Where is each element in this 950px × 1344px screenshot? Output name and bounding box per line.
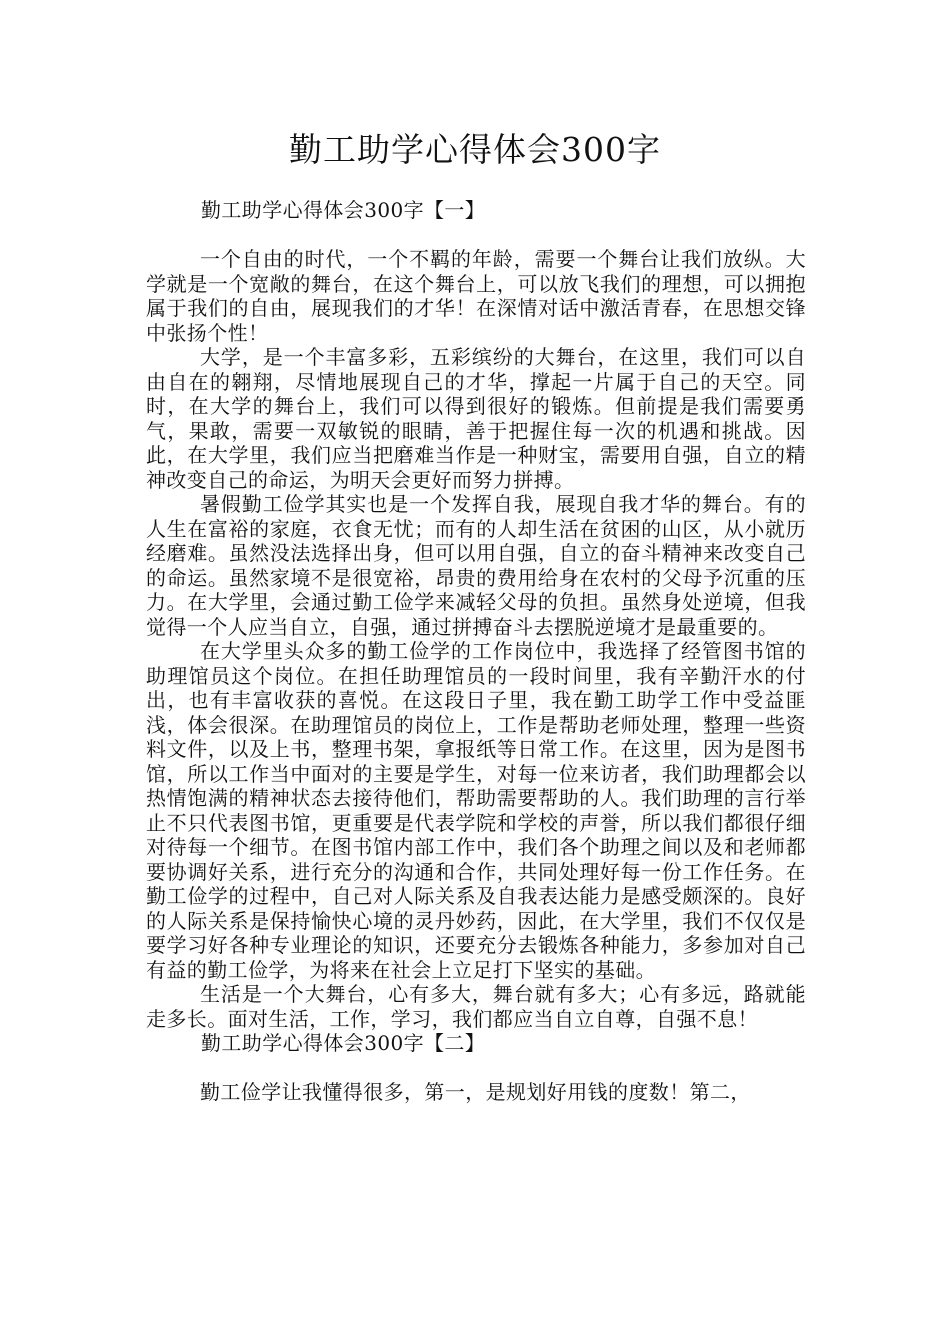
- spacer: [146, 223, 806, 248]
- section-heading-2: 勤工助学心得体会300字【二】: [201, 1031, 486, 1055]
- paragraph: 在大学里头众多的勤工俭学的工作岗位中，我选择了经管图书馆的助理馆员这个岗位。在担任助理馆员的一段时间里，我有辛勤汗水的付出，也有丰富收获的喜悦。在这段日子里，我在勤工助学工作中受益匪浅，体会很深。在助理馆员的岗位上，工作是帮助老师处理，整理一些资料文件，以及上书，整理书架，拿报纸等日常工作。在这里，因为是图书馆，所以工作当中面对的主要是学生，对每一位来访者，我们助理都会以热情饱满的精神状态去接待他们，帮助需要帮助的人。我们助理的言行举止不只代表图书馆，更重要是代表学院和学校的声誉，所以我们都很仔细对待每一个细节。在图书馆内部工作中，我们各个助理之间以及和老师都要协调好关系，进行充分的沟通和合作，共同处理好每一份工作任务。在勤工俭学的过程中，自己对人际关系及自我表达能力是感受颇深的。良好的人际关系是保持愉快心境的灵丹妙药，因此，在大学里，我们不仅仅是要学习好各种专业理论的知识，还要充分去锻炼各种能力，多参加对自己有益的勤工俭学，为将来在社会上立足打下坚实的基础。: [146, 639, 806, 982]
- document-body: [146, 198, 806, 1105]
- paragraph: 暑假勤工俭学其实也是一个发挥自我，展现自我才华的舞台。有的人生在富裕的家庭，衣食无忧；而有的人却生活在贫困的山区，从小就历经磨难。虽然没法选择出身，但可以用自强，自立的奋斗精神来改变自己的命运。虽然家境不是很宽裕，昂贵的费用给身在农村的父母予沉重的压力。在大学里，会通过勤工俭学来减轻父母的负担。虽然身处逆境，但我觉得一个人应当自立，自强，通过拼搏奋斗去摆脱逆境才是最重要的。: [146, 492, 806, 639]
- paragraph: 一个自由的时代，一个不羁的年龄，需要一个舞台让我们放纵。大学就是一个宽敞的舞台，在这个舞台上，可以放飞我们的理想，可以拥抱属于我们的自由，展现我们的才华！在深情对话中激活青春，在思想交锋中张扬个性！: [146, 247, 806, 345]
- section-heading-1: 勤工助学心得体会300字【一】: [201, 198, 486, 222]
- paragraph: 生活是一个大舞台，心有多大，舞台就有多大；心有多远，路就能走多长。面对生活，工作，学习，我们都应当自立自尊，自强不息！: [146, 982, 806, 1031]
- document-title: 勤工助学心得体会300字: [289, 130, 661, 169]
- spacer: [146, 1056, 806, 1081]
- paragraph: 大学，是一个丰富多彩，五彩缤纷的大舞台，在这里，我们可以自由自在的翱翔，尽情地展现自己的才华，撑起一片属于自己的天空。同时，在大学的舞台上，我们可以得到很好的锻炼。但前提是我们需要勇气，果敢，需要一双敏锐的眼睛，善于把握住每一次的机遇和挑战。因此，在大学里，我们应当把磨难当作是一种财宝，需要用自强，自立的精神改变自己的命运，为明天会更好而努力拼搏。: [146, 345, 806, 492]
- paragraph: 勤工俭学让我懂得很多，第一，是规划好用钱的度数！第二，: [200, 1080, 751, 1104]
